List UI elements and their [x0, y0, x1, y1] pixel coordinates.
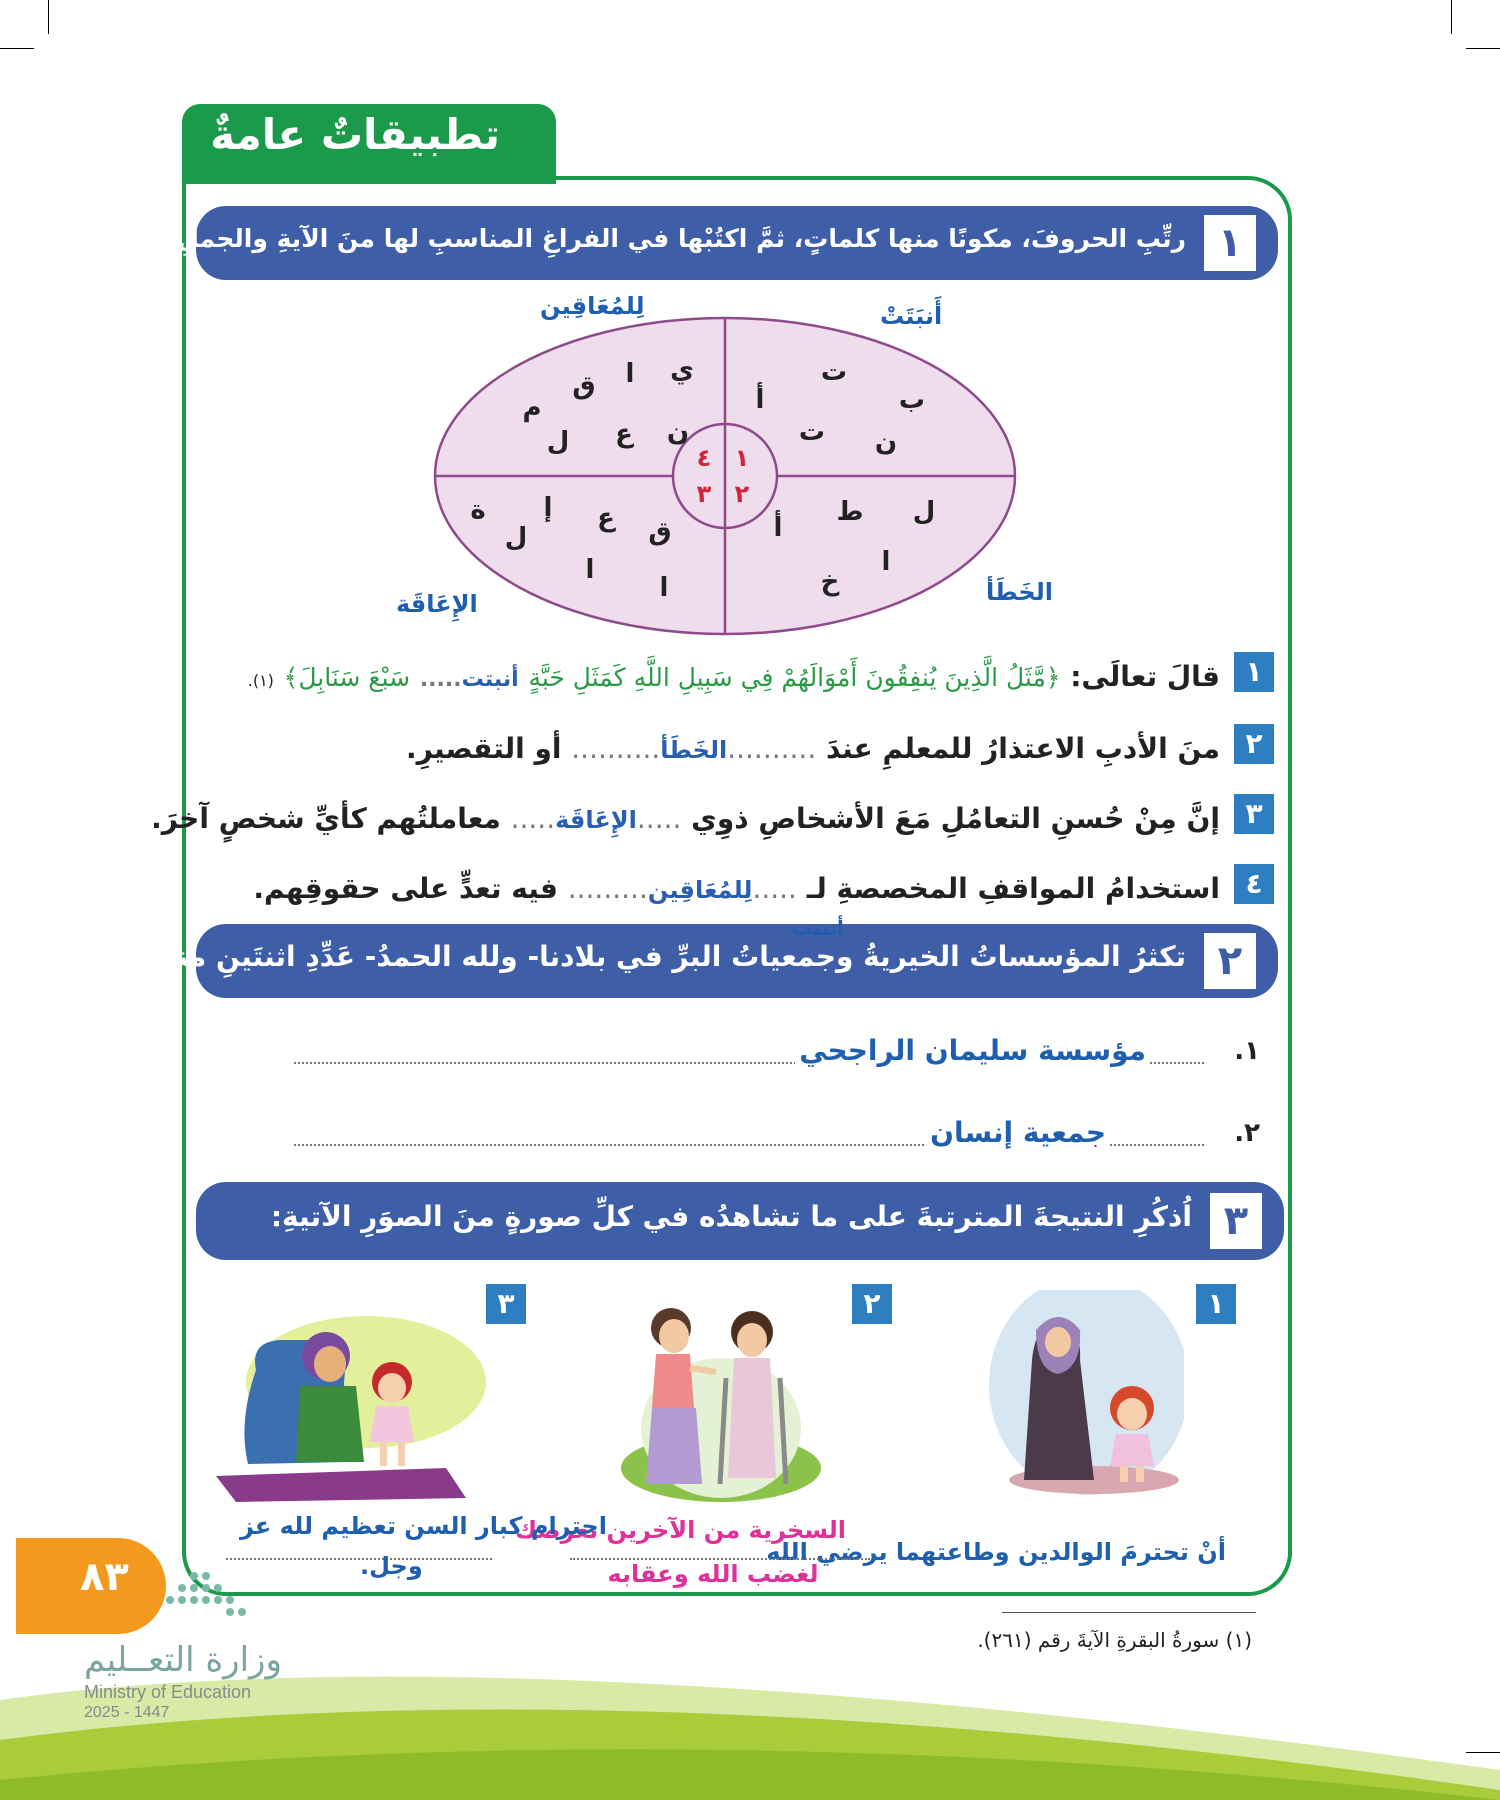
footnote-ref: (١). — [247, 671, 274, 690]
letter-tile: ا — [585, 555, 595, 585]
oval-answer-bottom-left: الإِعَاقَة — [396, 590, 478, 618]
letter-tile: ة — [470, 495, 486, 525]
picture-number: ٣ — [486, 1284, 526, 1324]
letter-tile: ل — [504, 523, 528, 553]
crop-mark — [1451, 0, 1452, 34]
letter-tile: ت — [798, 417, 826, 447]
letter-tile: ت — [820, 357, 848, 387]
letter-tile: ق — [648, 517, 672, 547]
letter-tile: ن — [666, 417, 690, 447]
letter-tile: ل — [546, 427, 570, 457]
letter-tile: إ — [543, 493, 553, 523]
item-answer: لِلمُعَاقِين — [647, 876, 753, 904]
picture-3-answer-line2: وجل. — [360, 1552, 423, 1580]
section-tab — [182, 104, 556, 184]
letter-tile: ب — [898, 385, 926, 415]
q2-answer-2: جمعية إنسان — [926, 1116, 1110, 1149]
q1-item-4: استخدامُ المواقفِ المخصصةِ لـ .....لِلمُعَاقِين......... فيه تعدٍّ على حقوقِهم. — [253, 872, 1220, 905]
item-text: أو التقصيرِ. — [405, 732, 562, 765]
letter-tile: ق — [572, 371, 596, 401]
item-number: ٤ — [1234, 864, 1274, 904]
item-answer: الإِعَاقَة — [555, 806, 637, 834]
picture-3-answer-line1: احترام كبار السن تعظيم لله عز — [240, 1512, 607, 1540]
letter-tile: ي — [670, 355, 694, 385]
item-number: ١ — [1234, 652, 1274, 692]
picture-1-answer: أنْ تحترمَ الوالدين وطاعتهما يرضي الله — [762, 1538, 1230, 1566]
picture-grandmother-girl — [216, 1312, 486, 1502]
ministry-year: 2025 - 1447 — [84, 1704, 170, 1721]
q3-banner — [196, 1182, 1284, 1260]
q1-number: ١ — [1204, 215, 1256, 271]
ministry-logo-dots — [150, 1560, 270, 1630]
q3-instruction: اُذكُرِ النتيجةَ المترتبةَ على ما تشاهدُه في كلِّ صورةٍ منَ الصوَرِ الآتيةِ: — [270, 1200, 1192, 1233]
quran-verse: ﴿مَّثَلُ الَّذِينَ يُنفِقُونَ أَمْوَالَهُمْ فِي سَبِيلِ اللَّهِ كَمَثَلِ حَبَّةٍ — [528, 663, 1061, 692]
item-text: معاملتُهم كأيِّ شخصٍ آخرَ. — [151, 802, 501, 835]
q2-banner — [137, 924, 1278, 998]
center-number-4: ٤ — [696, 444, 712, 472]
letter-oval — [420, 290, 1080, 660]
letter-tile: أ — [755, 385, 765, 415]
item-text: منَ الأدبِ الاعتذارُ للمعلمِ عندَ — [825, 732, 1220, 765]
q2-answer-number: ٢. — [1234, 1118, 1260, 1148]
item-text: استخدامُ المواقفِ المخصصةِ لـ — [806, 872, 1220, 905]
q1-item-2: منَ الأدبِ الاعتذارُ للمعلمِ عندَ ..........الخَطَأ.......... أو التقصيرِ. — [405, 732, 1220, 765]
item-text: إنَّ مِنْ حُسنِ التعامُلِ مَعَ الأشخاصِ ذوِي — [691, 802, 1220, 835]
item-text: فيه تعدٍّ على حقوقِهم. — [253, 872, 558, 905]
crop-mark — [1466, 48, 1500, 49]
q1-banner — [96, 206, 1278, 280]
letter-tile: م — [522, 393, 542, 423]
q2-answer-number: ١. — [1234, 1036, 1260, 1066]
picture-number: ١ — [1196, 1284, 1236, 1324]
letter-tile: ا — [881, 547, 891, 577]
page-number: ٨٣ — [80, 1554, 129, 1600]
q2-answer-1: مؤسسة سليمان الراجحي — [795, 1034, 1150, 1067]
center-number-3: ٣ — [696, 480, 712, 508]
letter-tile: ع — [597, 503, 615, 533]
letter-tile: ن — [874, 427, 898, 457]
letter-tile: ع — [615, 419, 633, 449]
oval-answer-top-right: أَنبَتَتْ — [880, 302, 943, 330]
footnote-rule — [1002, 1612, 1256, 1613]
picture-mocking-girls — [616, 1298, 826, 1508]
overlap-answer: أنبتت — [792, 916, 844, 940]
oval-answer-bottom-right: الخَطَأ — [986, 578, 1053, 606]
letter-tile: ا — [659, 573, 669, 603]
crop-mark — [48, 0, 49, 34]
item-number: ٣ — [1234, 794, 1274, 834]
footnote: (١) سورةُ البقرةِ الآيةَ رقم (٢٦١). — [977, 1628, 1252, 1652]
item-number: ٢ — [1234, 724, 1274, 764]
oval-answer-top-left: لِلمُعَاقِين — [540, 292, 645, 320]
letter-tile: ا — [625, 359, 635, 389]
ministry-english: Ministry of Education — [84, 1682, 252, 1702]
quran-verse-end: سَبْعَ سَنَابِلَ﴾ — [283, 663, 411, 692]
item-prefix: قالَ تعالَى: — [1070, 660, 1220, 693]
q2-number: ٢ — [1204, 933, 1256, 989]
section-title: تطبيقاتٌ عامةٌ — [210, 110, 500, 159]
q3-number: ٣ — [1210, 1193, 1262, 1249]
picture-2-answer-line2: لغضب الله وعقابه — [607, 1560, 819, 1588]
crop-mark — [0, 48, 34, 49]
letter-tile: ل — [912, 497, 936, 527]
ministry-arabic: وزارة التعــليم — [84, 1640, 282, 1680]
q1-item-1: قالَ تعالَى: ﴿مَّثَلُ الَّذِينَ يُنفِقُونَ أَمْوَالَهُمْ فِي سَبِيلِ اللَّهِ كَمَثَلِ حَبَّةٍ أنبتت..... سَبْعَ سَنَابِلَ﴾ (١). — [247, 660, 1220, 693]
letter-tile: خ — [820, 567, 840, 597]
q1-item-3: إنَّ مِنْ حُسنِ التعامُلِ مَعَ الأشخاصِ ذوِي .....الإِعَاقَة..... معاملتُهم كأيِّ شخصٍ آخرَ. — [151, 802, 1220, 835]
center-number-2: ٢ — [734, 480, 750, 508]
q1-instruction: رتِّبِ الحروفَ، مكونًا منها كلماتٍ، ثمَّ اكتُبْها في الفراغِ المناسبِ لها منَ الآيةِ والجملِ الآتيةِ: — [96, 224, 1186, 253]
letter-tile: ط — [836, 497, 864, 527]
picture-number: ٢ — [852, 1284, 892, 1324]
letter-tile: أ — [773, 513, 783, 543]
picture-mother-daughter — [984, 1290, 1184, 1500]
item-answer: أنبتت — [461, 667, 519, 692]
center-number-1: ١ — [734, 444, 750, 472]
item-answer: الخَطَأ — [660, 736, 728, 764]
q2-instruction: تكثرُ المؤسساتُ الخيريةُ وجمعياتُ البرِّ في بلادنا- ولله الحمدُ- عَدِّدِ اثنتَينِ منها. — [137, 940, 1186, 973]
picture-2-answer-line1: السخرية من الآخرين تعرضك — [515, 1516, 846, 1544]
